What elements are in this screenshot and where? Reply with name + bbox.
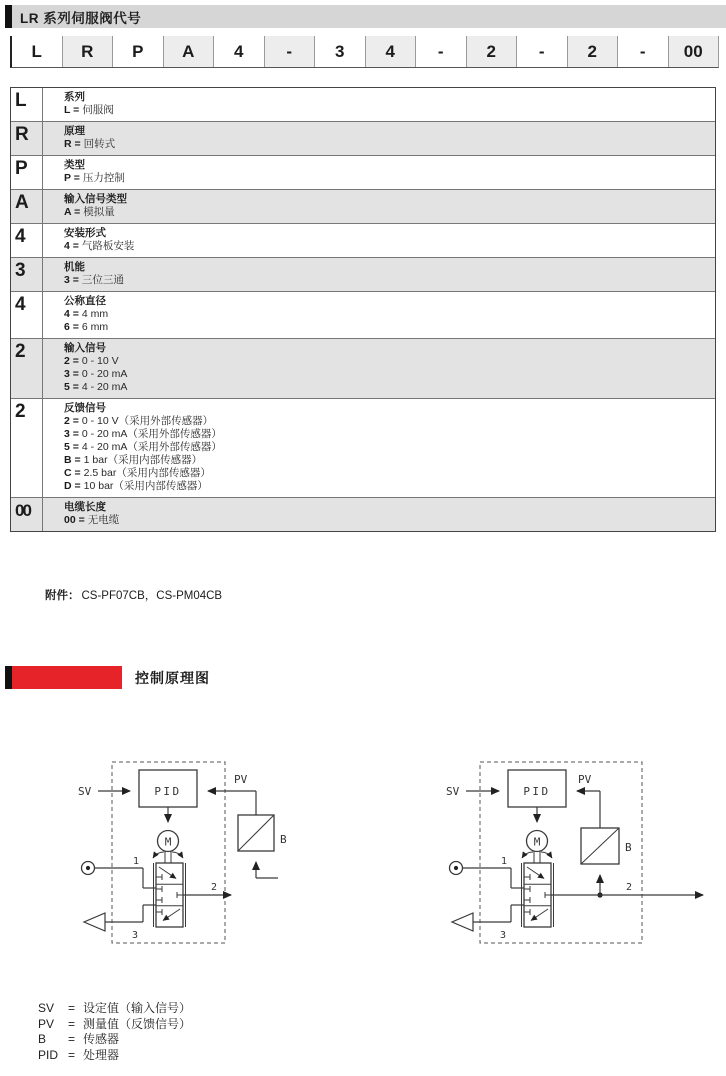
legend-eq: =: [68, 1047, 76, 1062]
row-value: C = 2.5 bar（采用内部传感器）: [64, 467, 211, 479]
pressure-source-icon: [82, 862, 95, 875]
code-cell: -: [415, 36, 466, 67]
row-value: 3 = 0 - 20 mA: [64, 368, 128, 380]
exhaust-icon: [84, 913, 105, 931]
code-letter: 4: [11, 224, 43, 257]
legend-desc: 传感器: [83, 1032, 120, 1046]
legend-item: [38, 1032, 191, 1048]
legend-eq: =: [68, 1016, 76, 1031]
row-value: 00 = 无电缆: [64, 514, 120, 526]
row-label: 电缆长度: [64, 501, 106, 513]
code-letter: A: [11, 190, 43, 223]
page-title: LR 系列伺服阀代号: [20, 10, 142, 26]
row-label: 公称直径: [64, 295, 106, 307]
legend-item: [38, 1001, 191, 1017]
header-title-bar: [12, 5, 726, 28]
pid-label: PID: [523, 785, 551, 798]
legend-key: B: [38, 1032, 47, 1046]
accessories-line: [45, 587, 222, 603]
pv-label: PV: [578, 773, 592, 786]
row-value: 5 = 4 - 20 mA: [64, 381, 128, 393]
valve-symbol: [522, 863, 554, 927]
legend-key: PID: [38, 1047, 59, 1062]
banner-red-bar: [12, 666, 122, 689]
code-letter: 2: [11, 339, 43, 398]
legend-key: SV: [38, 1001, 55, 1015]
code-cell: -: [516, 36, 567, 67]
row-label: 原理: [64, 125, 85, 137]
row-value: 2 = 0 - 10 V: [64, 355, 119, 367]
code-cell: R: [62, 36, 113, 67]
model-code-row: [10, 36, 719, 68]
table-row: [11, 338, 715, 398]
table-row: [11, 88, 715, 121]
pressure-source-icon: [450, 862, 463, 875]
sv-label: SV: [78, 785, 92, 798]
rotation-arrow-right: [541, 852, 552, 858]
motor-label: M: [164, 835, 172, 849]
table-row: [11, 291, 715, 338]
code-breakdown-table: [10, 87, 716, 532]
code-letter: L: [11, 88, 43, 121]
row-value: 5 = 4 - 20 mA（采用外部传感器）: [64, 441, 222, 453]
code-cell: 4: [213, 36, 264, 67]
row-value: 2 = 0 - 10 V（采用外部传感器）: [64, 415, 214, 427]
table-row: [11, 189, 715, 223]
row-value: 4 = 气路板安装: [64, 240, 135, 252]
table-row: [11, 223, 715, 257]
banner-accent-bar: [5, 666, 12, 689]
row-value: B = 1 bar（采用内部传感器）: [64, 454, 203, 466]
code-letter: 4: [11, 292, 43, 338]
legend-item: [38, 1017, 191, 1033]
row-label: 类型: [64, 159, 85, 171]
table-row: [11, 257, 715, 291]
code-cell: -: [264, 36, 315, 67]
sv-label: SV: [446, 785, 460, 798]
code-cell: P: [112, 36, 163, 67]
legend-key: PV: [38, 1016, 55, 1031]
row-value: P = 压力控制: [64, 172, 125, 184]
code-cell: 3: [314, 36, 365, 67]
row-value: R = 回转式: [64, 138, 116, 150]
valve-symbol: [154, 863, 186, 927]
motor-label: M: [533, 835, 541, 849]
row-value: L = 伺服阀: [64, 104, 114, 116]
row-label: 安装形式: [64, 227, 106, 239]
legend-eq: =: [68, 1001, 76, 1015]
table-row: [11, 155, 715, 189]
row-label: 反馈信号: [64, 402, 106, 414]
port3-label: 3: [132, 930, 139, 941]
accessories-value: CS-PF07CB，CS-PM04CB: [81, 590, 223, 602]
diagram-legend: [38, 1001, 191, 1063]
sensor-b-label: B: [280, 833, 287, 846]
exhaust-icon: [452, 913, 473, 931]
code-cell: 2: [567, 36, 618, 67]
pid-label: PID: [154, 785, 182, 798]
code-letter: P: [11, 156, 43, 189]
code-cell: 2: [466, 36, 517, 67]
row-value: 3 = 三位三通: [64, 274, 124, 286]
rotation-arrow-left: [522, 852, 533, 858]
port2-label: 2: [626, 882, 633, 893]
row-label: 输入信号: [64, 342, 106, 354]
rotation-arrow-right: [172, 852, 183, 858]
row-label: 输入信号类型: [64, 193, 127, 205]
legend-desc: 处理器: [83, 1047, 120, 1062]
sensor-box: [581, 828, 619, 864]
code-letter: R: [11, 122, 43, 155]
header-accent-bar: [5, 5, 12, 28]
legend-eq: =: [68, 1032, 76, 1046]
row-value: 4 = 4 mm: [64, 308, 109, 320]
code-cell: 00: [668, 36, 719, 67]
port1-label: 1: [133, 856, 140, 867]
rotation-arrow-left: [153, 852, 164, 858]
port2-label: 2: [211, 882, 218, 893]
section-header: [5, 5, 726, 28]
port3-label: 3: [500, 930, 507, 941]
control-diagram-internal-sensor: [420, 750, 726, 960]
control-diagram-external-sensor: [60, 750, 310, 960]
pv-label: PV: [234, 773, 248, 786]
code-cell: L: [31, 41, 42, 61]
row-value: 3 = 0 - 20 mA（采用外部传感器）: [64, 428, 222, 440]
row-label: 系列: [64, 91, 85, 103]
legend-desc: 设定值（输入信号）: [83, 1001, 192, 1015]
row-value: 6 = 6 mm: [64, 321, 109, 333]
legend-item: [38, 1048, 191, 1064]
port1-label: 1: [501, 856, 508, 867]
row-value: A = 模拟量: [64, 206, 115, 218]
table-row: [11, 398, 715, 497]
table-row: [11, 121, 715, 155]
table-row: [11, 497, 715, 531]
code-cell: A: [163, 36, 214, 67]
accessories-label: 附件：: [45, 590, 80, 602]
code-cell: 4: [365, 36, 416, 67]
code-letter: 00: [11, 498, 43, 531]
section-title: 控制原理图: [135, 669, 210, 686]
code-letter: 3: [11, 258, 43, 291]
motor-icon: [158, 831, 179, 852]
legend-desc: 测量值（反馈信号）: [83, 1016, 192, 1031]
code-cell: -: [617, 36, 668, 67]
sensor-box: [238, 815, 274, 851]
sensor-b-label: B: [625, 841, 632, 854]
motor-icon: [527, 831, 548, 852]
code-letter: 2: [11, 399, 43, 497]
section-banner: [5, 666, 210, 689]
row-value: D = 10 bar（采用内部传感器）: [64, 480, 208, 492]
row-label: 机能: [64, 261, 85, 273]
